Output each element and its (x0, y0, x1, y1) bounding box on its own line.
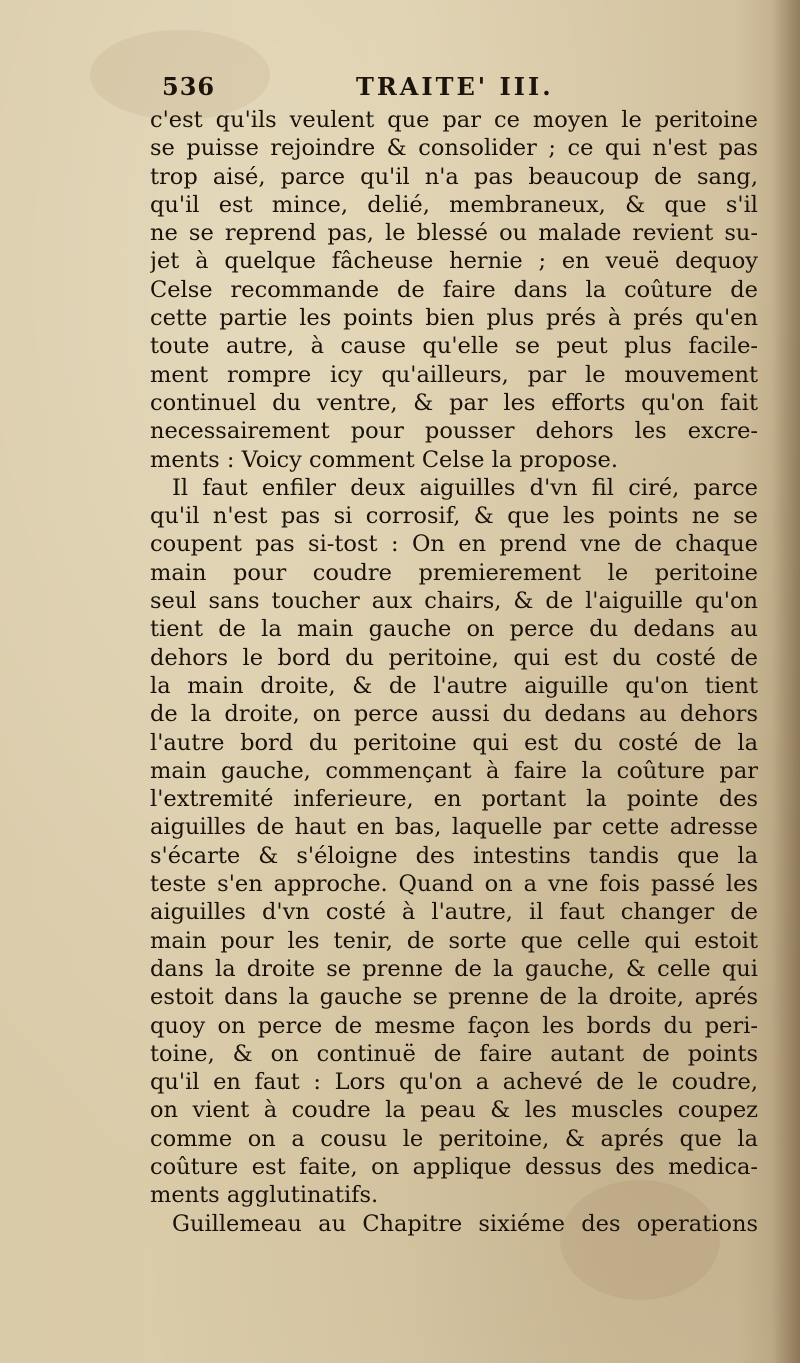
running-head: TRAITE' III. (356, 72, 554, 101)
text-line: main pour les tenir, de sorte que celle qui estoit (150, 927, 758, 954)
paragraph-start-line: Il faut enfiler deux aiguilles d'vn fil ciré, parce (172, 474, 758, 501)
text-line: l'autre bord du peritoine qui est du costé de la (150, 729, 758, 756)
text-line: qu'il n'est pas si corrosif, & que les points ne se (150, 503, 758, 530)
text-line: tient de la main gauche on perce du dedans au (150, 616, 758, 643)
text-line: seul sans toucher aux chairs, & de l'aiguille qu'on (150, 588, 758, 615)
paragraph-start-line: Guillemeau au Chapitre sixiéme des operations (172, 1210, 758, 1237)
text-line: main pour coudre premierement le peritoine (150, 559, 758, 586)
text-line: s'écarte & s'éloigne des intestins tandis que la (150, 842, 758, 869)
text-line: quoy on perce de mesme façon les bords du peri- (150, 1012, 758, 1039)
body-text (150, 106, 758, 1238)
text-line: l'extremité inferieure, en portant la pointe des (150, 786, 758, 813)
text-line: aiguilles d'vn costé à l'autre, il faut changer de (150, 899, 758, 926)
text-line: aiguilles de haut en bas, laquelle par cette adresse (150, 814, 758, 841)
page-header (160, 72, 760, 108)
text-line: toute autre, à cause qu'elle se peut plus facile- (150, 333, 758, 360)
page-number: 536 (162, 72, 216, 101)
text-line: qu'il en faut : Lors qu'on a achevé de le coudre, (150, 1069, 758, 1096)
text-line: necessairement pour pousser dehors les excre- (150, 418, 758, 445)
text-line: la main droite, & de l'autre aiguille qu'on tient (150, 672, 758, 699)
text-line: cette partie les points bien plus prés à prés qu'en (150, 305, 758, 332)
text-line: Celse recommande de faire dans la coûture de (150, 276, 758, 303)
text-line: trop aisé, parce qu'il n'a pas beaucoup de sang, (150, 163, 758, 190)
text-line: estoit dans la gauche se prenne de la droite, aprés (150, 984, 758, 1011)
text-line: toine, & on continuë de faire autant de points (150, 1040, 758, 1067)
text-line: ment rompre icy qu'ailleurs, par le mouvement (150, 361, 758, 388)
text-line: comme on a cousu le peritoine, & aprés que la (150, 1125, 758, 1152)
text-line: teste s'en approche. Quand on a vne fois passé les (150, 871, 758, 898)
text-line: coûture est faite, on applique dessus des medica- (150, 1153, 758, 1180)
gutter-shadow (772, 0, 800, 1363)
text-line: on vient à coudre la peau & les muscles coupez (150, 1097, 758, 1124)
text-line: dans la droite se prenne de la gauche, & celle qui (150, 955, 758, 982)
text-line: c'est qu'ils veulent que par ce moyen le peritoine (150, 107, 758, 133)
text-line: coupent pas si-tost : On en prend vne de chaque (150, 531, 758, 558)
text-line: qu'il est mince, delié, membraneux, & que s'il (150, 191, 758, 218)
text-line: jet à quelque fâcheuse hernie ; en veuë dequoy (150, 248, 758, 275)
text-line: se puisse rejoindre & consolider ; ce qui n'est pas (150, 135, 758, 162)
text-line: ne se reprend pas, le blessé ou malade revient su- (150, 220, 758, 247)
text-line: ments : Voicy comment Celse la propose. (150, 446, 618, 473)
text-line: ments agglutinatifs. (150, 1182, 379, 1209)
text-line: continuel du ventre, & par les efforts qu'on fait (150, 389, 758, 416)
text-line: de la droite, on perce aussi du dedans au dehors (150, 701, 758, 728)
text-line: dehors le bord du peritoine, qui est du costé de (150, 644, 758, 671)
text-line: main gauche, commençant à faire la coûture par (150, 757, 758, 784)
